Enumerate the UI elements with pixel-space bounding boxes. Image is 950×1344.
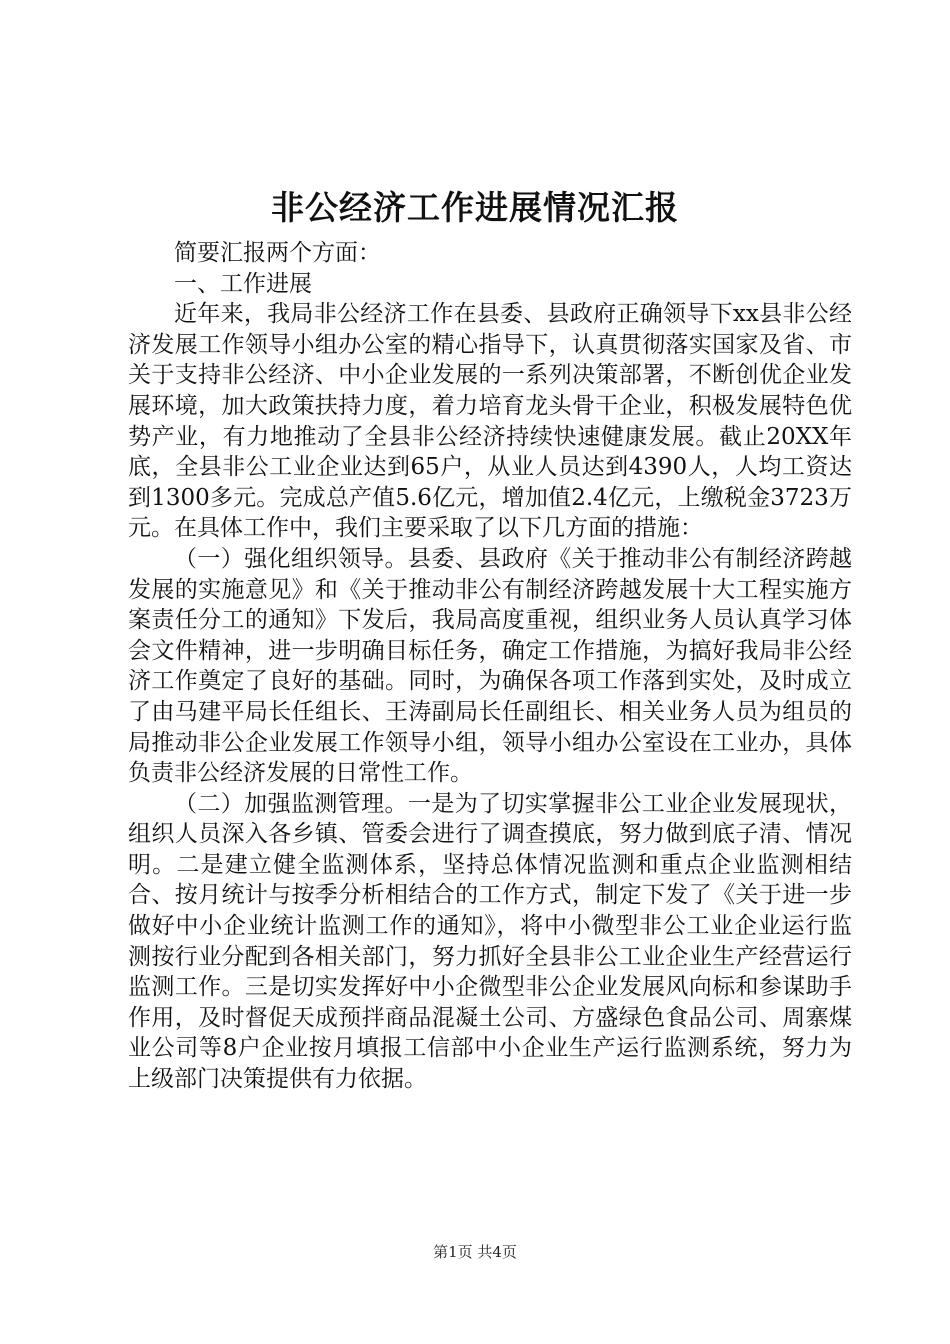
document-title: 非公经济工作进展情况汇报 (271, 188, 679, 227)
page-number-footer: 第1页 共4页 (433, 1243, 517, 1261)
paragraph-organization: （一）强化组织领导。县委、县政府《关于推动非公有制经济跨越发展的实施意见》和《关于推动非公有制经济跨越发展十大工程实施方案责任分工的通知》下发后，我局高度重视，组织业务人员认真学习体会文件精神，进一步明确目标任务，确定工作措施，为搞好我局非公经济工作奠定了良好的基础。同时，为确保各项工作落到实处，及时成立了由马建平局长任组长、王涛副局长任副组长、相关业务人员为组员的局推动非公企业发展工作领导小组，领导小组办公室设在工业办，具体负责非公经济发展的日常性工作。 (128, 545, 852, 787)
paragraph-section-heading: 一、工作进展 (174, 270, 312, 297)
paragraph-intro: 简要汇报两个方面： (174, 240, 381, 266)
paragraph-monitoring: （二）加强监测管理。一是为了切实掌握非公工业企业发展现状，组织人员深入各乡镇、管委会进行了调查摸底，努力做到底子清、情况明。二是建立健全监测体系，坚持总体情况监测和重点企业监测相结合、按月统计与按季分析相结合的工作方式，制定下发了《关于进一步做好中小企业统计监测工作的通知》，将中小微型非公工业企业运行监测按行业分配到各相关部门，努力抓好全县非公工业企业生产经营运行监测工作。三是切实发挥好中小企微型非公企业发展风向标和参谋助手作用，及时督促天成预拌商品混凝土公司、方盛绿色食品公司、周寨煤业公司等8户企业按月填报工信部中小企业生产运行监测系统，努力为上级部门决策提供有力依据。 (128, 790, 852, 1093)
paragraph-overview: 近年来，我局非公经济工作在县委、县政府正确领导下xx县非公经济发展工作领导小组办公室的精心指导下，认真贯彻落实国家及省、市关于支持非公经济、中小企业发展的一系列决策部署，不断创优企业发展环境，加大政策扶持力度，着力培育龙头骨干企业，积极发展特色优势产业，有力地推动了全县非公经济持续快速健康发展。截止20XX年底，全县非公工业企业达到65户，从业人员达到4390人，人均工资达到1300多元。完成总产值5.6亿元，增加值2.4亿元，上缴税金3723万元。在具体工作中，我们主要采取了以下几方面的措施： (128, 301, 852, 542)
document-body (128, 238, 852, 1095)
